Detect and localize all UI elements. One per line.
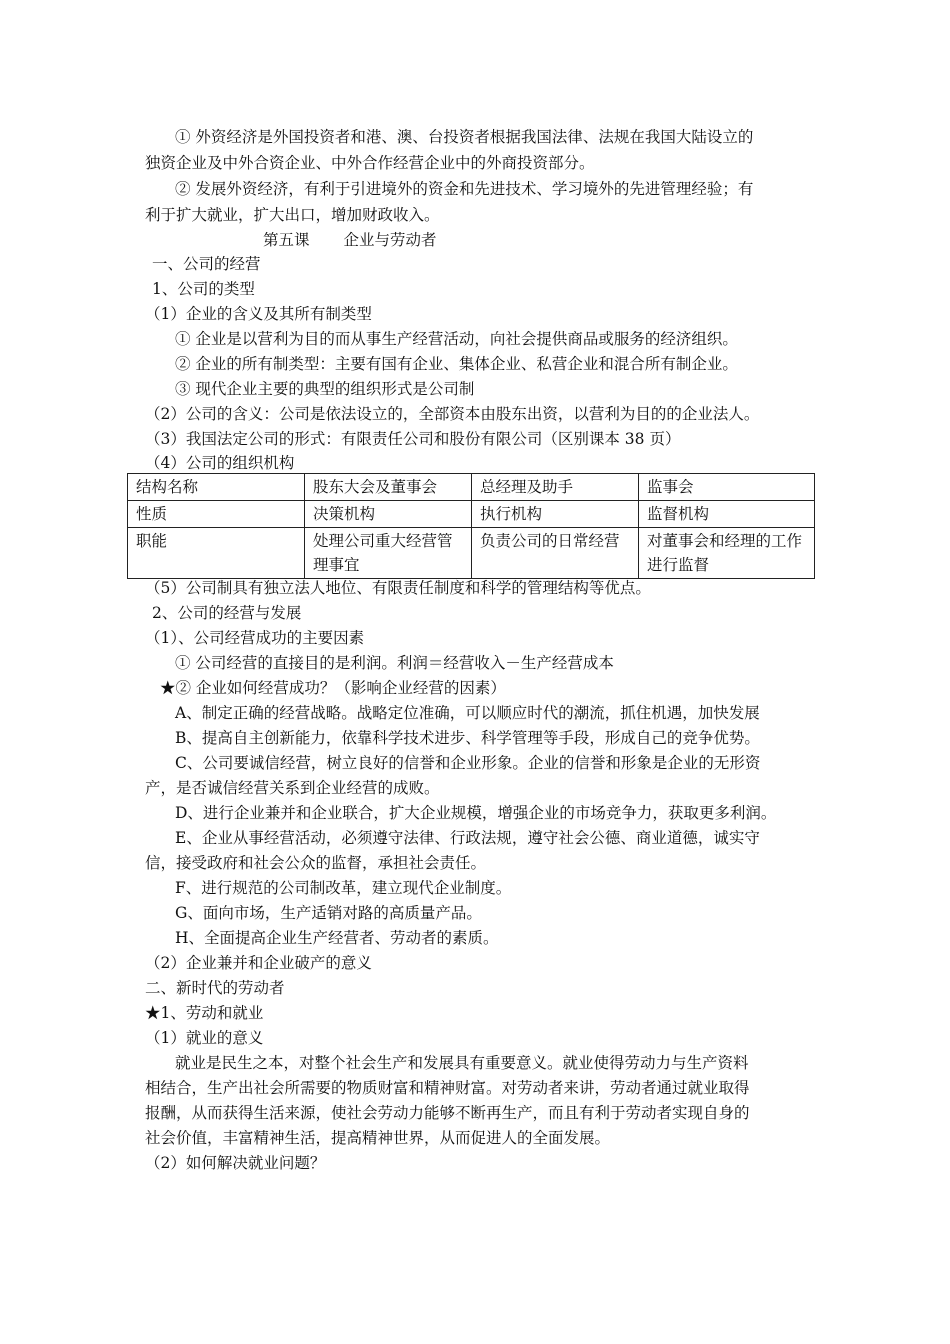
table-header-row xyxy=(128,474,815,501)
item-heading: （2）企业兼并和企业破产的意义 xyxy=(145,954,372,972)
table-cell: 职能 xyxy=(128,528,305,579)
subsection-heading: 1、公司的类型 xyxy=(152,280,255,298)
paragraph-line: 社会价值，丰富精神生活，提高精神世界，从而促进人的全面发展。 xyxy=(145,1129,611,1147)
paragraph-line: 利于扩大就业，扩大出口，增加财政收入。 xyxy=(145,206,440,224)
factor-line: G、面向市场，生产适销对路的高质量产品。 xyxy=(175,904,482,922)
item-heading: （2）如何解决就业问题？ xyxy=(145,1154,326,1172)
table-cell: 股东大会及董事会 xyxy=(305,474,472,501)
list-item: ★② 企业如何经营成功？（影响企业经营的因素） xyxy=(160,679,506,697)
item-heading: （3）我国法定公司的形式：有限责任公司和股份有限公司（区别课本 38 页） xyxy=(145,430,681,448)
item-heading: （4）公司的组织机构 xyxy=(145,454,295,472)
org-structure-table xyxy=(127,473,815,579)
table-row xyxy=(128,528,815,579)
factor-line: D、进行企业兼并和企业联合，扩大企业规模，增强企业的市场竞争力，获取更多利润。 xyxy=(175,804,777,822)
subsection-heading: ★1、劳动和就业 xyxy=(145,1004,264,1022)
item-heading: （5）公司制具有独立法人地位、有限责任制度和科学的管理结构等优点。 xyxy=(145,579,651,597)
table-row xyxy=(128,501,815,528)
lesson-title xyxy=(263,228,437,250)
table-cell: 结构名称 xyxy=(128,474,305,501)
factor-line: 信，接受政府和社会公众的监督，承担社会责任。 xyxy=(145,854,487,872)
paragraph-line: 报酬，从而获得生活来源，使社会劳动力能够不断再生产，而且有利于劳动者实现自身的 xyxy=(145,1104,750,1122)
item-heading: （2）公司的含义：公司是依法设立的，全部资本由股东出资，以营利为目的的企业法人。 xyxy=(145,405,760,423)
table-cell: 总经理及助手 xyxy=(472,474,639,501)
subsection-heading: 2、公司的经营与发展 xyxy=(152,604,302,622)
factor-line: 产，是否诚信经营关系到企业经营的成败。 xyxy=(145,779,440,797)
table-cell: 负责公司的日常经营 xyxy=(472,528,639,579)
item-heading: （1）企业的含义及其所有制类型 xyxy=(145,305,372,323)
list-item: ② 企业的所有制类型：主要有国有企业、集体企业、私营企业和混合所有制企业。 xyxy=(175,355,738,373)
lesson-name: 企业与劳动者 xyxy=(343,231,437,249)
item-heading: （1）、公司经营成功的主要因素 xyxy=(145,629,365,647)
table-cell: 监事会 xyxy=(639,474,815,501)
factor-line: F、进行规范的公司制改革，建立现代企业制度。 xyxy=(175,879,512,897)
table-cell: 监督机构 xyxy=(639,501,815,528)
lesson-number: 第五课 xyxy=(263,231,310,249)
factor-line: H、全面提高企业生产经营者、劳动者的素质。 xyxy=(175,929,499,947)
table-cell: 性质 xyxy=(128,501,305,528)
factor-line: E、企业从事经营活动，必须遵守法律、行政法规，遵守社会公德、商业道德，诚实守 xyxy=(175,829,760,847)
paragraph-line: 独资企业及中外合资企业、中外合作经营企业中的外商投资部分。 xyxy=(145,154,595,172)
table-cell: 执行机构 xyxy=(472,501,639,528)
item-heading: （1）就业的意义 xyxy=(145,1029,264,1047)
factor-line: C、公司要诚信经营，树立良好的信誉和企业形象。企业的信誉和形象是企业的无形资 xyxy=(175,754,761,772)
paragraph-line: 相结合，生产出社会所需要的物质财富和精神财富。对劳动者来讲，劳动者通过就业取得 xyxy=(145,1079,750,1097)
list-item: ③ 现代企业主要的典型的组织形式是公司制 xyxy=(175,380,475,398)
list-item: ① 公司经营的直接目的是利润。利润＝经营收入－生产经营成本 xyxy=(175,654,614,672)
paragraph-line: ② 发展外资经济，有利于引进境外的资金和先进技术、学习境外的先进管理经验；有 xyxy=(175,180,754,198)
section-heading: 二、新时代的劳动者 xyxy=(145,979,285,997)
table-cell: 决策机构 xyxy=(305,501,472,528)
factor-line: A、制定正确的经营战略。战略定位准确，可以顺应时代的潮流，抓住机遇，加快发展 xyxy=(175,704,760,722)
factor-line: B、提高自主创新能力，依靠科学技术进步、科学管理等手段，形成自己的竞争优势。 xyxy=(175,729,760,747)
table-cell: 对董事会和经理的工作进行监督 xyxy=(639,528,815,579)
section-heading: 一、公司的经营 xyxy=(152,255,261,273)
paragraph-line: ① 外资经济是外国投资者和港、澳、台投资者根据我国法律、法规在我国大陆设立的 xyxy=(175,128,754,146)
table-cell: 处理公司重大经营管理事宜 xyxy=(305,528,472,579)
paragraph-line: 就业是民生之本，对整个社会生产和发展具有重要意义。就业使得劳动力与生产资料 xyxy=(175,1054,749,1072)
list-item: ① 企业是以营利为目的而从事生产经营活动，向社会提供商品或服务的经济组织。 xyxy=(175,330,738,348)
